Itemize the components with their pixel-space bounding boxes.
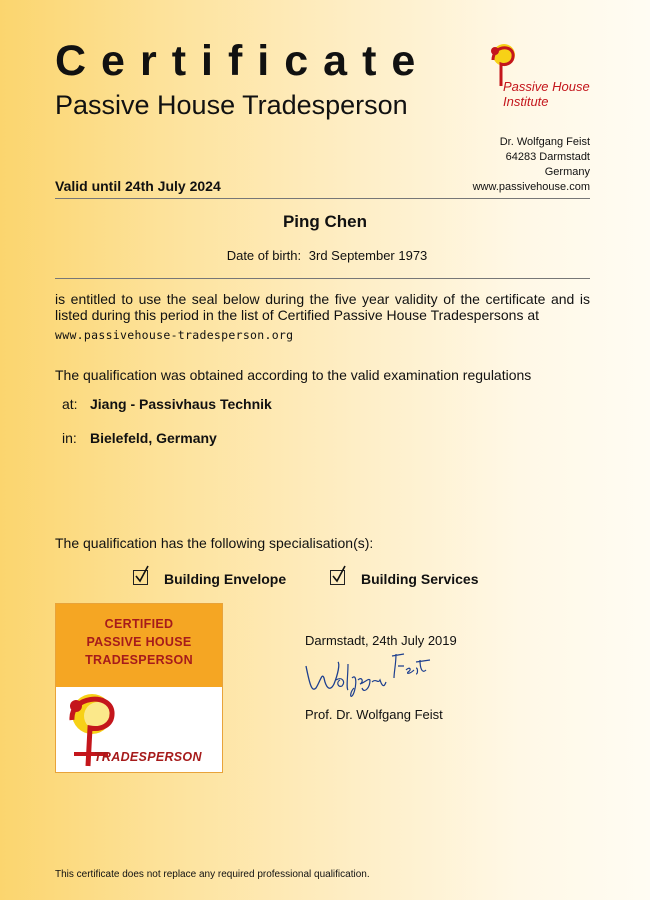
certificate-title: Certificate xyxy=(55,37,431,85)
holder-name: Ping Chen xyxy=(282,212,368,231)
footer-note: This certificate does not replace any required professional qualification. xyxy=(55,869,370,880)
address-line: Germany xyxy=(544,166,590,178)
building-envelope-checkbox xyxy=(133,570,148,585)
address-line: 64283 Darmstadt xyxy=(505,151,590,163)
examination-text: The qualification was obtained according to the valid examination regulations xyxy=(55,367,532,383)
checkmark-icon xyxy=(330,564,348,584)
seal-header xyxy=(56,604,222,687)
specialisation-building-services: Building Services xyxy=(361,571,479,587)
at-label: at: xyxy=(62,396,78,412)
logo-text-line1: Passive House xyxy=(503,79,590,94)
divider xyxy=(55,278,590,279)
valid-until: Valid until 24th July 2024 xyxy=(55,178,221,194)
institute-website: www.passivehouse.com xyxy=(472,181,590,193)
institute-address xyxy=(473,135,590,195)
building-services-checkbox xyxy=(330,570,345,585)
registry-url: www.passivehouse-tradesperson.org xyxy=(55,328,294,342)
signature-icon xyxy=(300,648,440,698)
entitlement-text: is entitled to use the seal below during the five year validity of the certificate and is listed during this period in the list of Certified Passive House Tradespersons at xyxy=(55,291,590,323)
certified-tradesperson-seal xyxy=(55,603,223,773)
divider xyxy=(55,198,590,199)
logo-text-line2: Institute xyxy=(503,94,549,109)
checkmark-icon xyxy=(133,564,151,584)
specialisation-building-envelope: Building Envelope xyxy=(164,571,287,587)
date-of-birth xyxy=(0,248,650,263)
dob-value: 3rd September 1973 xyxy=(308,248,428,263)
handwritten-signature xyxy=(300,648,440,703)
dob-label: Date of birth: xyxy=(226,248,302,263)
seal-line-2: PASSIVE HOUSE xyxy=(86,635,192,649)
passive-house-institute-logo xyxy=(487,42,617,109)
training-provider: Jiang - Passivhaus Technik xyxy=(90,396,272,412)
seal-line-3: TRADESPERSON xyxy=(85,653,193,667)
seal-line-1: CERTIFIED xyxy=(104,617,174,631)
specialisation-intro: The qualification has the following specialisation(s): xyxy=(55,535,374,551)
exam-location: Bielefeld, Germany xyxy=(90,430,217,446)
seal-footer-text: TRADESPERSON xyxy=(94,750,202,764)
address-line: Dr. Wolfgang Feist xyxy=(499,136,590,148)
signer-name: Prof. Dr. Wolfgang Feist xyxy=(305,707,443,722)
in-label: in: xyxy=(62,430,77,446)
signature-place-date: Darmstadt, 24th July 2019 xyxy=(305,633,457,648)
certificate-subtitle: Passive House Tradesperson xyxy=(55,90,408,120)
